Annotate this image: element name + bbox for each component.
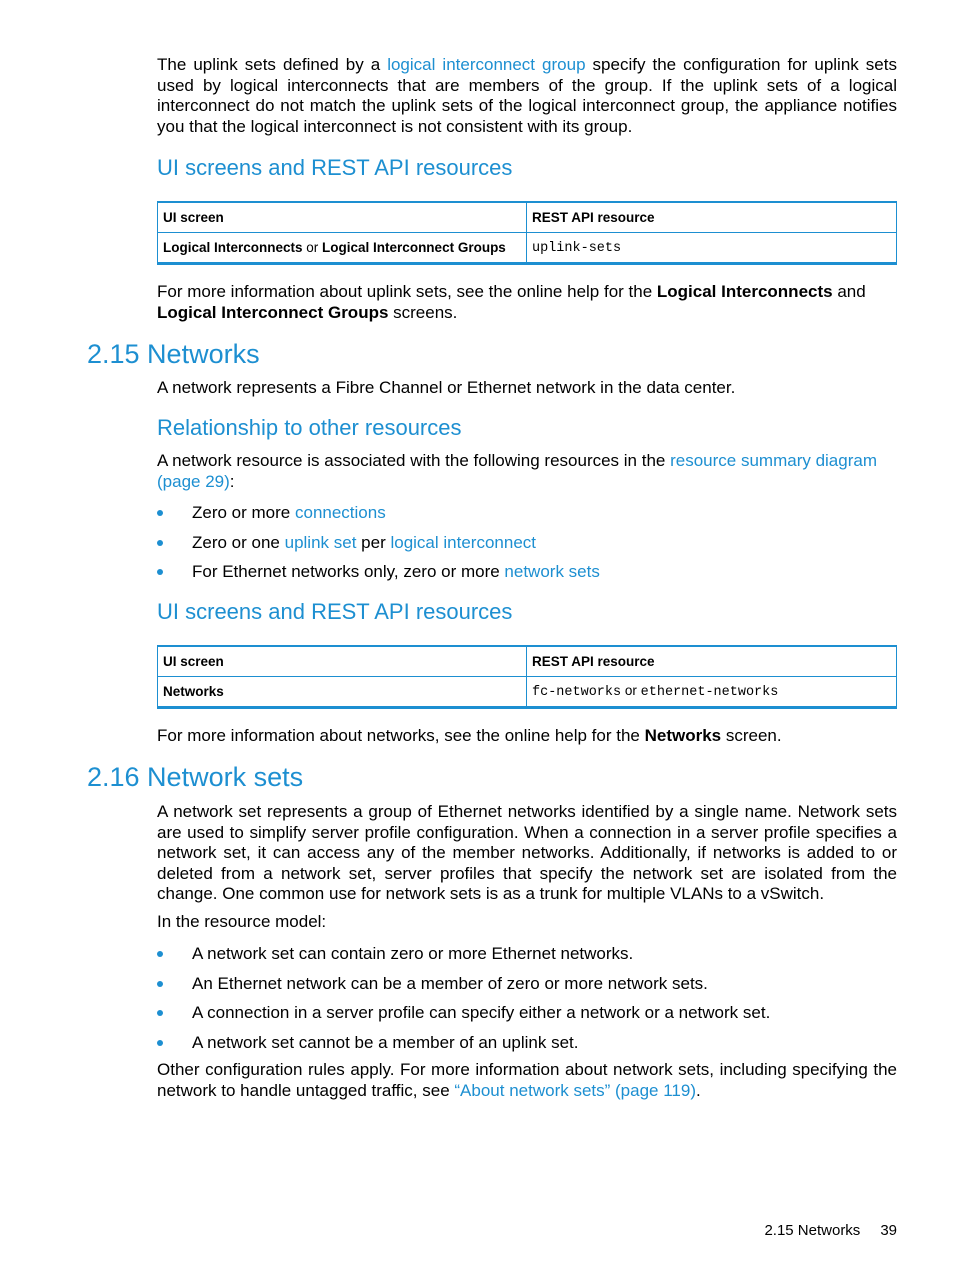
networks-resources-table <box>157 645 897 709</box>
relationship-heading: Relationship to other resources <box>157 415 462 440</box>
text: Zero or one <box>192 532 285 552</box>
section-title-networks: 2.15 Networks <box>87 339 260 369</box>
networks-more-info <box>157 726 897 747</box>
bullet-icon <box>157 1010 163 1016</box>
networks-ui-screens-heading: UI screens and REST API resources <box>157 599 513 624</box>
logical-interconnect-group-link[interactable]: logical interconnect group <box>387 55 586 74</box>
connections-link[interactable]: connections <box>294 503 386 522</box>
network-sets-more-info <box>157 1060 897 1101</box>
relationship-paragraph <box>157 451 897 492</box>
text: per <box>356 532 391 552</box>
text: For more information about uplink sets, see the online help for the <box>157 282 657 301</box>
text: A network set can contain zero or more Ethernet networks. <box>192 944 634 963</box>
table-header-rest-api: REST API resource <box>532 210 655 225</box>
text: Other configuration rules apply. For more information about network sets, including specifying the network to handle untagged traffic, see <box>157 1060 897 1100</box>
bullet-icon <box>157 1040 163 1046</box>
rest-api-resource: uplink-sets <box>532 241 622 256</box>
text: . <box>695 1080 701 1100</box>
text: Zero or more <box>192 503 295 522</box>
text: For more information about networks, see the online help for the <box>157 726 645 745</box>
text: A network set cannot be a member of an uplink set. <box>192 1032 579 1052</box>
bold-screen-name: Logical Interconnects <box>656 282 833 301</box>
intro-paragraph <box>157 55 897 137</box>
list-item <box>157 503 600 533</box>
text: : <box>229 471 235 491</box>
ui-screen-name: Networks <box>163 684 224 699</box>
resource-summary-diagram-link[interactable]: resource summary diagram (page 29) <box>157 451 877 491</box>
list-item <box>157 1033 770 1063</box>
network-sets-description: A network set represents a group of Ethernet networks identified by a single name. Network sets are used to simplify server profile configuration. When a connection in a server profile specifies a network set, it can access any of the member networks. Additionally, if networks is added to or deleted from a network set, server profiles that specify the network set are isolated from the change. One common use for network sets is as a trunk for multiple VLANs to a vSwitch. <box>157 802 897 904</box>
table-header-rest-api: REST API resource <box>532 654 655 669</box>
uplink-resources-table <box>157 201 897 265</box>
table-header-row <box>158 202 897 233</box>
networks-relationship-list <box>157 503 600 592</box>
bold-screen-name: Networks <box>644 726 722 745</box>
table-header-row <box>158 646 897 677</box>
bullet-icon <box>157 510 163 516</box>
logical-interconnect-link[interactable]: logical interconnect <box>390 532 536 552</box>
page-number: 39 <box>880 1222 897 1239</box>
text: A network resource is associated with the following resources in the <box>157 451 671 470</box>
text: For Ethernet networks only, zero or more <box>192 562 505 581</box>
list-item <box>157 944 770 974</box>
section-title-network-sets: 2.16 Network sets <box>87 762 304 792</box>
table-header-ui-screen: UI screen <box>163 654 224 669</box>
list-item <box>157 974 770 1004</box>
list-item <box>157 1003 770 1033</box>
text: A connection in a server profile can specify either a network or a network set. <box>192 1003 771 1022</box>
uplink-ui-screens-heading: UI screens and REST API resources <box>157 155 513 180</box>
intro-text: The uplink sets defined by a <box>157 55 388 74</box>
text: and <box>832 282 866 301</box>
or-text: or <box>621 683 641 698</box>
text: screens. <box>388 302 458 322</box>
ui-screen-name: Logical Interconnects <box>163 240 303 255</box>
table-row <box>158 677 897 708</box>
or-text: or <box>302 240 323 255</box>
bullet-icon <box>157 540 163 546</box>
bullet-icon <box>157 951 163 957</box>
bullet-icon <box>157 569 163 575</box>
page-footer <box>764 1222 897 1239</box>
intro-text-cont: specify the configuration for uplink sets used by logical interconnects that are members of the group. If the uplink sets of a logical interconnect do not match the uplink sets of the logical interconnect group, the appliance notifies you that the logical interconnect is not consistent with its group. <box>157 55 897 136</box>
list-item <box>157 533 600 563</box>
resource-model-intro: In the resource model: <box>157 912 327 931</box>
list-item <box>157 562 600 592</box>
rest-api-resource: fc-networks <box>532 685 622 700</box>
network-sets-rules-list <box>157 944 770 1062</box>
uplink-set-link[interactable]: uplink set <box>284 532 357 552</box>
networks-description: A network represents a Fibre Channel or Ethernet network in the data center. <box>157 378 736 397</box>
bold-screen-name: Logical Interconnect Groups <box>157 302 389 322</box>
table-header-ui-screen: UI screen <box>163 210 224 225</box>
footer-section: 2.15 Networks <box>764 1222 861 1239</box>
ui-screen-name: Logical Interconnect Groups <box>322 240 506 255</box>
uplink-more-info <box>157 282 897 323</box>
table-row <box>158 233 897 264</box>
rest-api-resource: ethernet-networks <box>640 685 779 700</box>
about-network-sets-link[interactable]: “About network sets” (page 119) <box>454 1080 696 1100</box>
text: An Ethernet network can be a member of zero or more network sets. <box>192 973 708 993</box>
network-sets-link[interactable]: network sets <box>504 562 600 581</box>
text: screen. <box>721 726 782 745</box>
bullet-icon <box>157 981 163 987</box>
